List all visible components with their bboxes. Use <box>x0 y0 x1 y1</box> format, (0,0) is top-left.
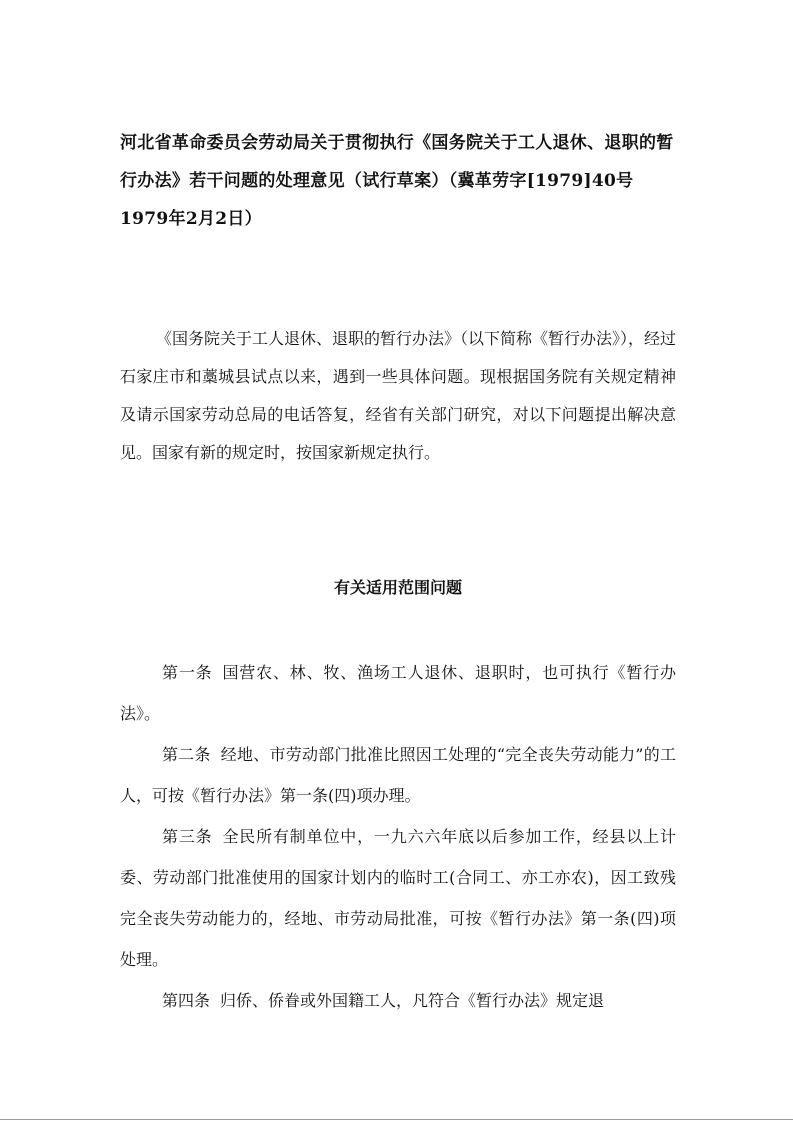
section-heading: 有关适用范围问题 <box>333 578 462 597</box>
article-number: 第二条 <box>162 745 211 764</box>
article-list <box>120 652 676 1021</box>
article-text: 全民所有制单位中，一九六六年底以后参加工作，经县以上计委、劳动部门批准使用的国家计划内的临时工(合同工、亦工亦农)，因工致残完全丧失劳动能力的，经地、市劳动局批准，可按《暂行办法》第一条(四)项处理。 <box>120 827 676 969</box>
article-number: 第四条 <box>162 991 211 1010</box>
article-text: 经地、市劳动部门批准比照因工处理的“完全丧失劳动能力”的工人，可按《暂行办法》第一条(四)项办理。 <box>120 745 676 805</box>
article-4 <box>120 980 676 1021</box>
article-text: 国营农、林、牧、渔场工人退休、退职时，也可执行《暂行办法》。 <box>120 663 676 723</box>
article-number: 第三条 <box>162 827 213 846</box>
intro-paragraph: 《国务院关于工人退休、退职的暂行办法》（以下简称《暂行办法》），经过石家庄市和藁城县试点以来，遇到一些具体问题。现根据国务院有关规定精神及请示国家劳动总局的电话答复，经省有关部门研究，对以下问题提出解决意见。国家有新的规定时，按国家新规定执行。 <box>120 329 677 462</box>
article-number: 第一条 <box>162 663 213 682</box>
page-bottom-rule <box>0 1119 793 1120</box>
article-1 <box>120 652 676 734</box>
document-title: 河北省革命委员会劳动局关于贯彻执行《国务院关于工人退休、退职的暂行办法》若干问题的处理意见（试行草案）（冀革劳字[1979]40号 1979年2月2日） <box>120 133 674 229</box>
article-3 <box>120 816 676 980</box>
article-text: 归侨、侨眷或外国籍工人，凡符合《暂行办法》规定退 <box>220 991 605 1010</box>
article-2 <box>120 734 676 816</box>
